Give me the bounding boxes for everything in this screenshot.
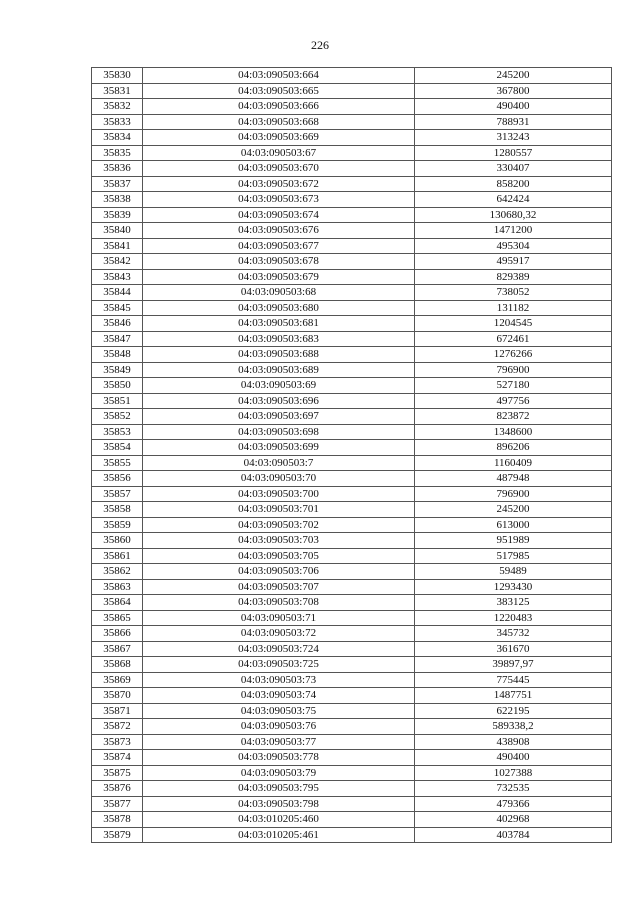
row-number-cell: 35858 [92, 502, 143, 518]
cadastral-number-cell: 04:03:090503:669 [143, 130, 415, 146]
row-number-cell: 35838 [92, 192, 143, 208]
value-cell: 589338,2 [415, 719, 612, 735]
cadastral-number-cell: 04:03:090503:73 [143, 672, 415, 688]
row-number-cell: 35846 [92, 316, 143, 332]
row-number-cell: 35872 [92, 719, 143, 735]
table-row [92, 207, 612, 223]
cadastral-number-cell: 04:03:090503:697 [143, 409, 415, 425]
value-cell: 59489 [415, 564, 612, 580]
row-number-cell: 35876 [92, 781, 143, 797]
row-number-cell: 35844 [92, 285, 143, 301]
value-cell: 487948 [415, 471, 612, 487]
cadastral-number-cell: 04:03:090503:674 [143, 207, 415, 223]
row-number-cell: 35871 [92, 703, 143, 719]
value-cell: 1204545 [415, 316, 612, 332]
cadastral-number-cell: 04:03:090503:70 [143, 471, 415, 487]
cadastral-number-cell: 04:03:090503:724 [143, 641, 415, 657]
value-cell: 361670 [415, 641, 612, 657]
table-row [92, 440, 612, 456]
cadastral-number-cell: 04:03:090503:696 [143, 393, 415, 409]
table-row [92, 130, 612, 146]
row-number-cell: 35879 [92, 827, 143, 843]
cadastral-number-cell: 04:03:090503:703 [143, 533, 415, 549]
row-number-cell: 35878 [92, 812, 143, 828]
row-number-cell: 35849 [92, 362, 143, 378]
value-cell: 403784 [415, 827, 612, 843]
row-number-cell: 35830 [92, 68, 143, 84]
row-number-cell: 35852 [92, 409, 143, 425]
row-number-cell: 35841 [92, 238, 143, 254]
cadastral-number-cell: 04:03:090503:672 [143, 176, 415, 192]
value-cell: 495304 [415, 238, 612, 254]
row-number-cell: 35860 [92, 533, 143, 549]
cadastral-number-cell: 04:03:090503:795 [143, 781, 415, 797]
row-number-cell: 35855 [92, 455, 143, 471]
row-number-cell: 35862 [92, 564, 143, 580]
cadastral-number-cell: 04:03:010205:460 [143, 812, 415, 828]
value-cell: 497756 [415, 393, 612, 409]
cadastral-number-cell: 04:03:090503:79 [143, 765, 415, 781]
cadastral-number-cell: 04:03:090503:665 [143, 83, 415, 99]
value-cell: 896206 [415, 440, 612, 456]
table-row [92, 99, 612, 115]
value-cell: 775445 [415, 672, 612, 688]
table-row [92, 626, 612, 642]
table-row [92, 393, 612, 409]
row-number-cell: 35842 [92, 254, 143, 270]
table-row [92, 781, 612, 797]
table-row [92, 347, 612, 363]
cadastral-number-cell: 04:03:090503:702 [143, 517, 415, 533]
row-number-cell: 35866 [92, 626, 143, 642]
row-number-cell: 35870 [92, 688, 143, 704]
row-number-cell: 35854 [92, 440, 143, 456]
value-cell: 1027388 [415, 765, 612, 781]
value-cell: 732535 [415, 781, 612, 797]
table-row [92, 285, 612, 301]
table-row [92, 378, 612, 394]
row-number-cell: 35853 [92, 424, 143, 440]
table-row [92, 827, 612, 843]
cadastral-number-cell: 04:03:090503:706 [143, 564, 415, 580]
value-cell: 438908 [415, 734, 612, 750]
row-number-cell: 35839 [92, 207, 143, 223]
table-row [92, 362, 612, 378]
table-row [92, 533, 612, 549]
row-number-cell: 35833 [92, 114, 143, 130]
cadastral-number-cell: 04:03:090503:678 [143, 254, 415, 270]
row-number-cell: 35840 [92, 223, 143, 239]
cadastral-number-cell: 04:03:090503:666 [143, 99, 415, 115]
row-number-cell: 35857 [92, 486, 143, 502]
cadastral-table [91, 67, 612, 843]
cadastral-number-cell: 04:03:090503:725 [143, 657, 415, 673]
table-row [92, 114, 612, 130]
value-cell: 613000 [415, 517, 612, 533]
row-number-cell: 35847 [92, 331, 143, 347]
page-number: 226 [311, 38, 329, 52]
value-cell: 490400 [415, 750, 612, 766]
value-cell: 345732 [415, 626, 612, 642]
cadastral-number-cell: 04:03:090503:664 [143, 68, 415, 84]
table-row [92, 641, 612, 657]
value-cell: 858200 [415, 176, 612, 192]
row-number-cell: 35856 [92, 471, 143, 487]
value-cell: 367800 [415, 83, 612, 99]
value-cell: 131182 [415, 300, 612, 316]
cadastral-number-cell: 04:03:090503:698 [143, 424, 415, 440]
value-cell: 490400 [415, 99, 612, 115]
cadastral-number-cell: 04:03:090503:699 [143, 440, 415, 456]
row-number-cell: 35848 [92, 347, 143, 363]
value-cell: 1487751 [415, 688, 612, 704]
cadastral-number-cell: 04:03:090503:688 [143, 347, 415, 363]
cadastral-number-cell: 04:03:090503:689 [143, 362, 415, 378]
cadastral-number-cell: 04:03:090503:707 [143, 579, 415, 595]
value-cell: 517985 [415, 548, 612, 564]
table-row [92, 254, 612, 270]
table-row [92, 610, 612, 626]
table-row [92, 83, 612, 99]
cadastral-number-cell: 04:03:090503:679 [143, 269, 415, 285]
row-number-cell: 35869 [92, 672, 143, 688]
row-number-cell: 35850 [92, 378, 143, 394]
value-cell: 622195 [415, 703, 612, 719]
cadastral-number-cell: 04:03:010205:461 [143, 827, 415, 843]
value-cell: 796900 [415, 362, 612, 378]
cadastral-number-cell: 04:03:090503:676 [143, 223, 415, 239]
table-row [92, 269, 612, 285]
cadastral-number-cell: 04:03:090503:677 [143, 238, 415, 254]
row-number-cell: 35843 [92, 269, 143, 285]
row-number-cell: 35867 [92, 641, 143, 657]
value-cell: 130680,32 [415, 207, 612, 223]
table-row [92, 223, 612, 239]
cadastral-number-cell: 04:03:090503:683 [143, 331, 415, 347]
table-row [92, 595, 612, 611]
row-number-cell: 35851 [92, 393, 143, 409]
table-row [92, 796, 612, 812]
table-row [92, 300, 612, 316]
table-row [92, 316, 612, 332]
row-number-cell: 35861 [92, 548, 143, 564]
value-cell: 402968 [415, 812, 612, 828]
value-cell: 1293430 [415, 579, 612, 595]
cadastral-number-cell: 04:03:090503:701 [143, 502, 415, 518]
cadastral-number-cell: 04:03:090503:778 [143, 750, 415, 766]
value-cell: 1348600 [415, 424, 612, 440]
row-number-cell: 35831 [92, 83, 143, 99]
table-row [92, 161, 612, 177]
cadastral-number-cell: 04:03:090503:69 [143, 378, 415, 394]
cadastral-number-cell: 04:03:090503:72 [143, 626, 415, 642]
cadastral-number-cell: 04:03:090503:67 [143, 145, 415, 161]
value-cell: 495917 [415, 254, 612, 270]
table-row [92, 68, 612, 84]
cadastral-number-cell: 04:03:090503:708 [143, 595, 415, 611]
cadastral-number-cell: 04:03:090503:68 [143, 285, 415, 301]
table-row [92, 657, 612, 673]
value-cell: 479366 [415, 796, 612, 812]
cadastral-number-cell: 04:03:090503:670 [143, 161, 415, 177]
value-cell: 738052 [415, 285, 612, 301]
value-cell: 245200 [415, 68, 612, 84]
cadastral-number-cell: 04:03:090503:76 [143, 719, 415, 735]
table-row [92, 471, 612, 487]
value-cell: 1220483 [415, 610, 612, 626]
value-cell: 1160409 [415, 455, 612, 471]
table-row [92, 486, 612, 502]
row-number-cell: 35865 [92, 610, 143, 626]
table-row [92, 517, 612, 533]
cadastral-number-cell: 04:03:090503:71 [143, 610, 415, 626]
value-cell: 330407 [415, 161, 612, 177]
value-cell: 788931 [415, 114, 612, 130]
table-row [92, 750, 612, 766]
table-row [92, 145, 612, 161]
cadastral-number-cell: 04:03:090503:673 [143, 192, 415, 208]
row-number-cell: 35864 [92, 595, 143, 611]
cadastral-number-cell: 04:03:090503:700 [143, 486, 415, 502]
table-row [92, 703, 612, 719]
cadastral-number-cell: 04:03:090503:7 [143, 455, 415, 471]
value-cell: 1471200 [415, 223, 612, 239]
table-row [92, 502, 612, 518]
table-body [92, 68, 612, 843]
value-cell: 313243 [415, 130, 612, 146]
cadastral-number-cell: 04:03:090503:680 [143, 300, 415, 316]
value-cell: 1280557 [415, 145, 612, 161]
value-cell: 1276266 [415, 347, 612, 363]
row-number-cell: 35845 [92, 300, 143, 316]
value-cell: 383125 [415, 595, 612, 611]
value-cell: 527180 [415, 378, 612, 394]
table-row [92, 238, 612, 254]
table-row [92, 409, 612, 425]
cadastral-number-cell: 04:03:090503:705 [143, 548, 415, 564]
table-row [92, 424, 612, 440]
row-number-cell: 35875 [92, 765, 143, 781]
table-row [92, 719, 612, 735]
table-row [92, 455, 612, 471]
cadastral-number-cell: 04:03:090503:798 [143, 796, 415, 812]
row-number-cell: 35836 [92, 161, 143, 177]
table-row [92, 765, 612, 781]
table-row [92, 672, 612, 688]
cadastral-number-cell: 04:03:090503:668 [143, 114, 415, 130]
row-number-cell: 35873 [92, 734, 143, 750]
row-number-cell: 35834 [92, 130, 143, 146]
table-row [92, 192, 612, 208]
row-number-cell: 35859 [92, 517, 143, 533]
table-row [92, 688, 612, 704]
row-number-cell: 35835 [92, 145, 143, 161]
value-cell: 829389 [415, 269, 612, 285]
table-row [92, 734, 612, 750]
cadastral-number-cell: 04:03:090503:74 [143, 688, 415, 704]
table-row [92, 579, 612, 595]
cadastral-number-cell: 04:03:090503:77 [143, 734, 415, 750]
value-cell: 951989 [415, 533, 612, 549]
value-cell: 823872 [415, 409, 612, 425]
value-cell: 39897,97 [415, 657, 612, 673]
cadastral-number-cell: 04:03:090503:681 [143, 316, 415, 332]
value-cell: 796900 [415, 486, 612, 502]
row-number-cell: 35863 [92, 579, 143, 595]
value-cell: 245200 [415, 502, 612, 518]
row-number-cell: 35877 [92, 796, 143, 812]
row-number-cell: 35868 [92, 657, 143, 673]
row-number-cell: 35874 [92, 750, 143, 766]
value-cell: 642424 [415, 192, 612, 208]
table-row [92, 331, 612, 347]
table-row [92, 176, 612, 192]
table-row [92, 548, 612, 564]
table-row [92, 564, 612, 580]
cadastral-number-cell: 04:03:090503:75 [143, 703, 415, 719]
value-cell: 672461 [415, 331, 612, 347]
row-number-cell: 35832 [92, 99, 143, 115]
row-number-cell: 35837 [92, 176, 143, 192]
table-row [92, 812, 612, 828]
